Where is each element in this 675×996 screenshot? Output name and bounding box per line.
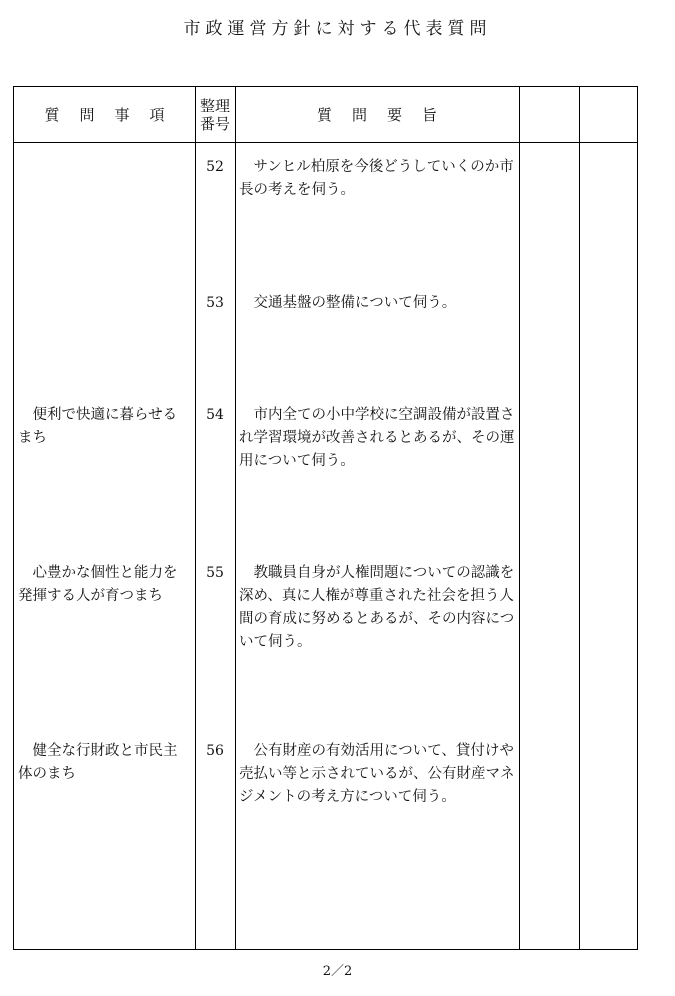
header-summary: 質問要旨 bbox=[316, 106, 457, 124]
row-summary: 市内全ての小中学校に空調設備が設置され学習環境が改善されるとあるが、その運用について伺う。 bbox=[239, 407, 515, 469]
header-divider bbox=[14, 142, 637, 143]
row-subject: 便利で快適に暮らせるまち bbox=[18, 407, 178, 446]
row-number: 55 bbox=[206, 565, 224, 581]
header-number bbox=[195, 87, 235, 142]
header-extra-1 bbox=[519, 87, 579, 142]
row-summary: 公有財産の有効活用について、貸付けや売払い等と示されているが、公有財産マネジメントの考え方について伺う。 bbox=[239, 743, 515, 805]
header-subject: 質問事項 bbox=[44, 106, 185, 124]
question-table bbox=[13, 86, 638, 950]
column-divider bbox=[579, 87, 580, 949]
column-divider bbox=[519, 87, 520, 949]
row-subject: 心豊かな個性と能力を発揮する人が育つまち bbox=[18, 565, 178, 604]
row-number: 52 bbox=[206, 159, 224, 175]
row-number: 53 bbox=[206, 295, 224, 311]
row-summary: 教職員自身が人権問題についての認識を深め、真に人権が尊重された社会を担う人間の育成に努めるとあるが、その内容について伺う。 bbox=[239, 565, 515, 650]
row-number: 54 bbox=[206, 407, 224, 423]
document-title: 市政運営方針に対する代表質問 bbox=[183, 19, 492, 39]
row-summary: サンヒル柏原を今後どうしていくのか市長の考えを伺う。 bbox=[239, 159, 514, 198]
column-divider bbox=[195, 87, 196, 949]
header-extra-2 bbox=[579, 87, 639, 142]
row-summary: 交通基盤の整備について伺う。 bbox=[239, 295, 457, 311]
column-divider bbox=[235, 87, 236, 949]
row-number: 56 bbox=[206, 743, 224, 759]
page-number: 2／2 bbox=[322, 964, 353, 979]
header-number-line1: 整理 bbox=[199, 96, 230, 115]
row-subject: 健全な行財政と市民主体のまち bbox=[18, 743, 178, 782]
header-number-line2: 番号 bbox=[199, 114, 230, 133]
